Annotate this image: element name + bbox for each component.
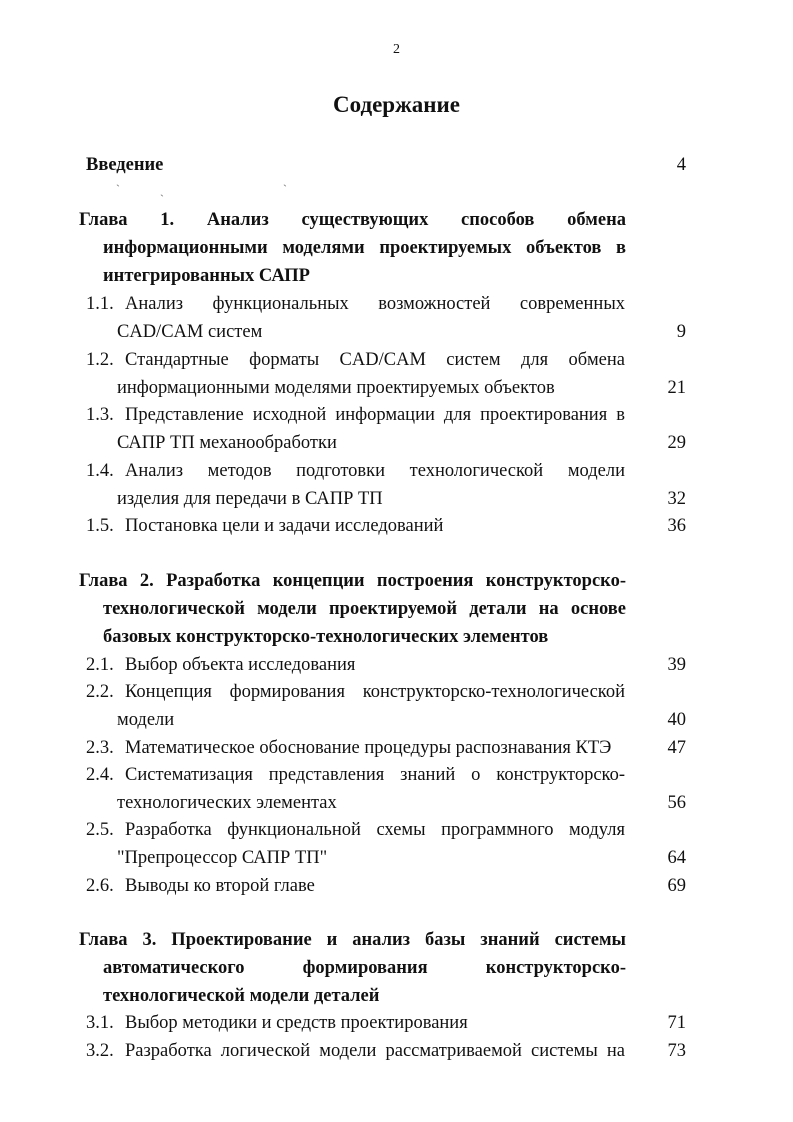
section-title: Разработка логической модели рассматриваемой системы на [125, 1041, 625, 1061]
section-number: 2.3. [86, 738, 114, 758]
toc-page-number: 29 [667, 433, 686, 453]
section-title-cont: САПР ТП механообработки [117, 433, 337, 453]
section-number: 3.1. [86, 1013, 114, 1033]
chapter-heading-line: информационными моделями проектируемых объектов в [103, 238, 626, 258]
section-title: Концепция формирования конструкторско-технологической [125, 682, 625, 702]
toc-page-number: 32 [667, 489, 686, 509]
chapter-heading-line: базовых конструкторско-технологических элементов [103, 627, 549, 647]
scan-speck: ` [116, 182, 120, 196]
section-title-cont: информационными моделями проектируемых объектов [117, 378, 555, 398]
section-title-cont: технологических элементах [117, 793, 337, 813]
section-title-cont: модели [117, 710, 175, 730]
section-title: Разработка функциональной схемы программного модуля [125, 820, 625, 840]
scan-speck: ˋ [283, 182, 287, 196]
toc-page-number: 47 [667, 738, 686, 758]
section-number: 1.3. [86, 405, 114, 425]
chapter-heading-line: автоматического формирования конструкторско- [103, 958, 626, 978]
toc-page-number: 40 [667, 710, 686, 730]
toc-page-number: 21 [667, 378, 686, 398]
section-number: 2.4. [86, 765, 114, 785]
section-number: 2.2. [86, 682, 114, 702]
chapter-heading-line: технологической модели проектируемой детали на основе [103, 599, 626, 619]
section-title: Постановка цели и задачи исследований [125, 516, 444, 536]
section-number: 1.4. [86, 461, 114, 481]
chapter-heading-line: Глава 3. Проектирование и анализ базы знаний системы [79, 930, 626, 950]
section-number: 2.6. [86, 876, 114, 896]
toc-page-number: 36 [667, 516, 686, 536]
section-title: Выбор объекта исследования [125, 655, 356, 675]
toc-page-number: 73 [667, 1041, 686, 1061]
toc-page-number: 64 [667, 848, 686, 868]
page-title: Содержание [333, 92, 460, 117]
section-title: Математическое обоснование процедуры распознавания КТЭ [125, 738, 612, 758]
section-title: Анализ функциональных возможностей современных [125, 294, 625, 314]
section-title: Стандартные форматы CAD/CAM систем для обмена [125, 350, 625, 370]
toc-page-number: 9 [676, 322, 686, 342]
chapter-heading-line: Глава 2. Разработка концепции построения конструкторско- [79, 571, 626, 591]
section-title: Представление исходной информации для проектирования в [125, 405, 625, 425]
chapter-heading-line: Глава 1. Анализ существующих способов обмена [79, 210, 626, 230]
section-number: 1.2. [86, 350, 114, 370]
chapter-heading-line: интегрированных САПР [103, 266, 310, 286]
page-number: 2 [393, 42, 400, 57]
toc-page-number: 71 [667, 1013, 686, 1033]
section-title-cont: "Препроцессор САПР ТП" [117, 848, 328, 868]
section-title: Выводы ко второй главе [125, 876, 315, 896]
toc-page-number: 56 [667, 793, 686, 813]
section-title: Анализ методов подготовки технологической модели [125, 461, 625, 481]
toc-entry-label: Введение [86, 155, 164, 175]
section-title-cont: изделия для передачи в САПР ТП [117, 489, 383, 509]
section-number: 1.5. [86, 516, 114, 536]
section-title: Систематизация представления знаний о конструкторско- [125, 765, 625, 785]
section-number: 3.2. [86, 1041, 114, 1061]
section-title-cont: CAD/CAM систем [117, 322, 263, 342]
toc-page-number: 69 [667, 876, 686, 896]
section-title: Выбор методики и средств проектирования [125, 1013, 468, 1033]
section-number: 1.1. [86, 294, 114, 314]
toc-page-number: 4 [676, 155, 686, 175]
chapter-heading-line: технологической модели деталей [103, 986, 380, 1006]
scan-speck: ˎ [160, 183, 164, 197]
section-number: 2.5. [86, 820, 114, 840]
section-number: 2.1. [86, 655, 114, 675]
toc-page-number: 39 [667, 655, 686, 675]
